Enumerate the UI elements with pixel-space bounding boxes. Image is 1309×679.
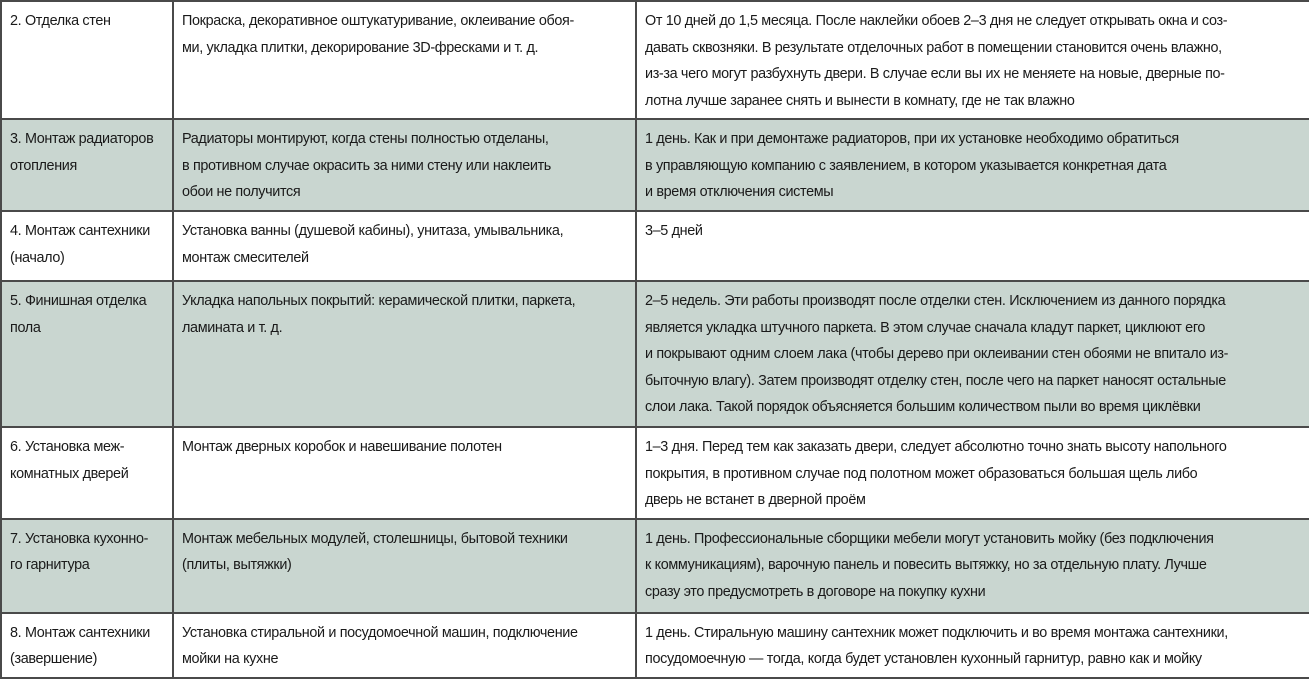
notes-text-line: быточную влагу). Затем производят отделку стен, после чего на паркет наносят остальные bbox=[645, 372, 1226, 389]
table-row bbox=[1, 119, 1309, 211]
work-cell bbox=[173, 281, 636, 427]
table-row bbox=[1, 519, 1309, 613]
stage-text-line: 6. Установка меж- bbox=[10, 439, 125, 455]
notes-text-line: к коммуникациям), варочную панель и повесить вытяжку, но за отдельную плату. Лучше bbox=[645, 557, 1207, 573]
notes-text-line: из-за чего могут разбухнуть двери. В случае если вы их не меняете на новые, дверные по- bbox=[645, 66, 1225, 82]
work-text-line: Покраска, декоративное оштукатуривание, оклеивание обоя- bbox=[182, 13, 574, 29]
notes-text-line: 1 день. Профессиональные сборщики мебели могут установить мойку (без подключения bbox=[645, 530, 1214, 547]
work-text-line: ми, укладка плитки, декорирование 3D-фресками и т. д. bbox=[182, 39, 539, 56]
notes-cell bbox=[636, 119, 1309, 211]
notes-cell bbox=[636, 519, 1309, 613]
stage-cell bbox=[1, 281, 173, 427]
work-cell bbox=[173, 427, 636, 519]
work-cell bbox=[173, 211, 636, 281]
stage-text-line: отопления bbox=[10, 157, 77, 174]
notes-text-line: 1 день. Как и при демонтаже радиаторов, при их установке необходимо обратиться bbox=[645, 131, 1179, 147]
work-cell bbox=[173, 519, 636, 613]
work-text-line: Укладка напольных покрытий: керамической плитки, паркета, bbox=[182, 293, 576, 309]
stage-cell bbox=[1, 1, 173, 119]
notes-cell bbox=[636, 427, 1309, 519]
notes-text-line: 1 день. Стиральную машину сантехник может подключить и во время монтажа сантехники, bbox=[645, 624, 1228, 641]
table-row bbox=[1, 427, 1309, 519]
work-text-line: обои не получится bbox=[182, 184, 301, 200]
table-body bbox=[1, 1, 1309, 678]
notes-text-line: сразу это предусмотреть в договоре на покупку кухни bbox=[645, 583, 986, 600]
stage-text-line: комнатных дверей bbox=[10, 465, 129, 482]
work-text-line: монтаж смесителей bbox=[182, 249, 309, 266]
work-text-line: Радиаторы монтируют, когда стены полностью отделаны, bbox=[182, 131, 549, 147]
work-text-line: Монтаж дверных коробок и навешивание полотен bbox=[182, 439, 502, 455]
stage-text-line: 2. Отделка стен bbox=[10, 13, 111, 29]
notes-text-line: является укладка штучного паркета. В этом случае сначала кладут паркет, циклюют его bbox=[645, 319, 1206, 336]
notes-text-line: покрытия, в противном случае под полотном может образоваться большая щель либо bbox=[645, 465, 1198, 482]
notes-text-line: 2–5 недель. Эти работы производят после отделки стен. Исключением из данного порядка bbox=[645, 293, 1226, 309]
stage-text-line: (завершение) bbox=[10, 651, 98, 667]
notes-cell bbox=[636, 613, 1309, 678]
work-cell bbox=[173, 613, 636, 678]
notes-text-line: От 10 дней до 1,5 месяца. После наклейки обоев 2–3 дня не следует открывать окна и соз- bbox=[645, 13, 1228, 29]
stage-cell bbox=[1, 613, 173, 678]
notes-text-line: 3–5 дней bbox=[645, 223, 703, 239]
work-text-line: (плиты, вытяжки) bbox=[182, 557, 292, 573]
notes-text-line: посудомоечную — тогда, когда будет установлен кухонный гарнитур, равно как и мойку bbox=[645, 651, 1202, 667]
work-text-line: Установка ванны (душевой кабины), унитаза, умывальника, bbox=[182, 223, 564, 239]
work-text-line: мойки на кухне bbox=[182, 651, 279, 667]
work-cell bbox=[173, 119, 636, 211]
notes-cell bbox=[636, 281, 1309, 427]
stage-cell bbox=[1, 211, 173, 281]
stage-cell bbox=[1, 119, 173, 211]
notes-text-line: дверь не встанет в дверной проём bbox=[645, 492, 866, 508]
notes-text-line: слои лака. Такой порядок объясняется большим количеством пыли во время циклёвки bbox=[645, 399, 1201, 415]
stage-text-line: го гарнитура bbox=[10, 557, 90, 573]
stage-cell bbox=[1, 519, 173, 613]
stage-text-line: 7. Установка кухонно- bbox=[10, 530, 149, 547]
notes-cell bbox=[636, 211, 1309, 281]
work-cell bbox=[173, 1, 636, 119]
notes-text-line: и покрывают одним слоем лака (чтобы дерево при оклеивании стен обоями не впитало из- bbox=[645, 346, 1229, 362]
table-row bbox=[1, 281, 1309, 427]
work-text-line: в противном случае окрасить за ними стену или наклеить bbox=[182, 157, 551, 174]
notes-cell bbox=[636, 1, 1309, 119]
notes-text-line: в управляющую компанию с заявлением, в котором указывается конкретная дата bbox=[645, 157, 1167, 174]
stage-cell bbox=[1, 427, 173, 519]
stage-text-line: 3. Монтаж радиаторов bbox=[10, 131, 154, 147]
stage-text-line: пола bbox=[10, 319, 41, 336]
table-row bbox=[1, 613, 1309, 678]
work-text-line: Установка стиральной и посудомоечной машин, подключение bbox=[182, 624, 578, 641]
table-row bbox=[1, 1, 1309, 119]
work-text-line: Монтаж мебельных модулей, столешницы, бытовой техники bbox=[182, 530, 568, 547]
table-row bbox=[1, 211, 1309, 281]
notes-text-line: лотна лучше заранее снять и вынести в комнату, где не так влажно bbox=[645, 92, 1075, 109]
stage-text-line: (начало) bbox=[10, 249, 65, 266]
work-text-line: ламината и т. д. bbox=[182, 319, 283, 336]
stage-text-line: 4. Монтаж сантехники bbox=[10, 223, 150, 239]
notes-text-line: давать сквозняки. В результате отделочных работ в помещении становится очень влажно, bbox=[645, 39, 1222, 56]
stage-text-line: 5. Финишная отделка bbox=[10, 293, 147, 309]
notes-text-line: 1–3 дня. Перед тем как заказать двери, следует абсолютно точно знать высоту напольного bbox=[645, 439, 1227, 455]
stage-text-line: 8. Монтаж сантехники bbox=[10, 624, 150, 641]
notes-text-line: и время отключения системы bbox=[645, 184, 834, 200]
